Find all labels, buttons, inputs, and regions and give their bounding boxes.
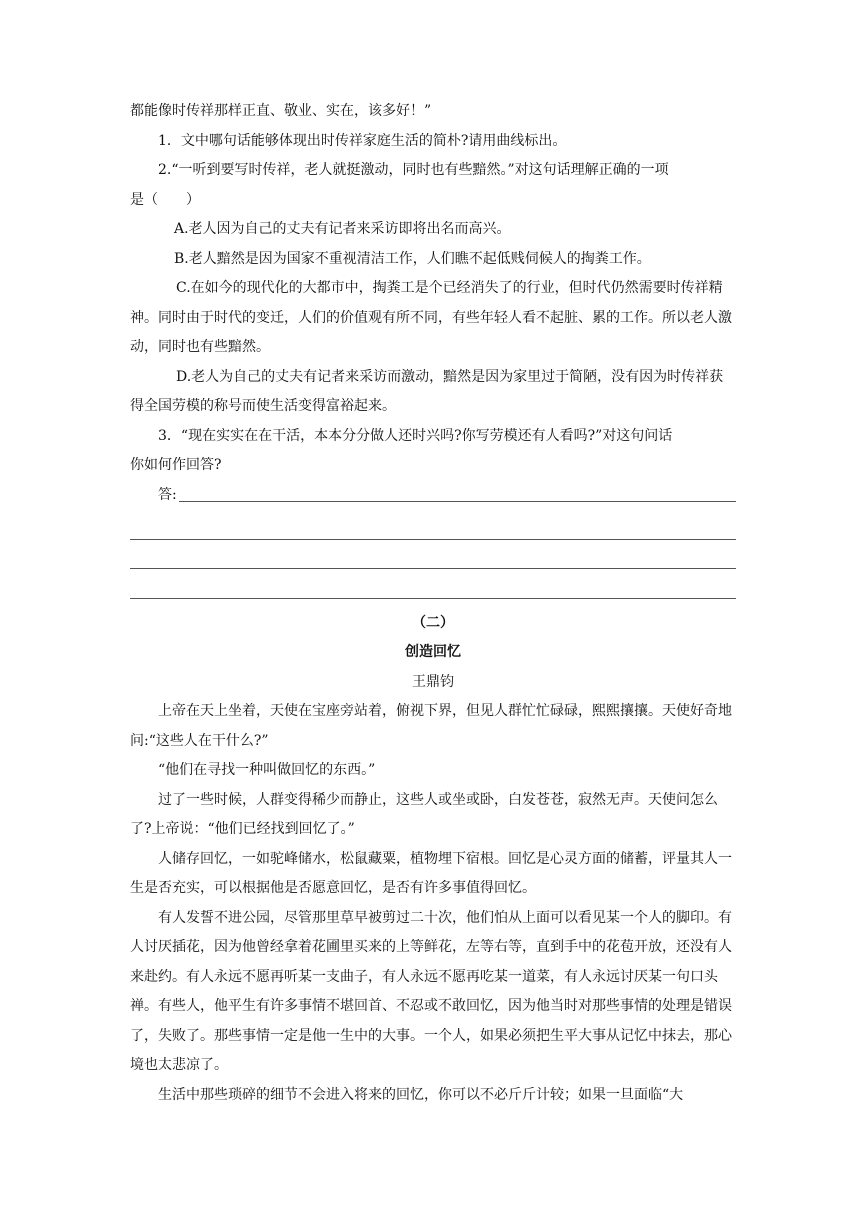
question-3-line1: 3．“现在实实在在干活，本本分分做人还时兴吗?你写劳模还有人看吗?”对这句问话 bbox=[158, 427, 673, 444]
paragraph: “他们在寻找一种叫做回忆的东西。” bbox=[158, 762, 376, 778]
document-page bbox=[130, 97, 736, 1110]
passage-author: 王鼎钧 bbox=[412, 673, 454, 690]
answer-area[interactable] bbox=[130, 481, 736, 511]
paragraph: 过了一些时候，人群变得稀少而静止，这些人或坐或卧，白发苍苍，寂然无声。天使问怎么了?上帝说：“他们已经找到回忆了。” bbox=[130, 791, 718, 837]
answer-line-4[interactable] bbox=[130, 569, 736, 599]
question-2-option-d: D.老人为自己的丈夫有记者来采访而激动，黯然是因为家里过于简陋，没有因为时传祥获得全国劳模的称号而使生活变得富裕起来。 bbox=[130, 368, 724, 414]
question-2-option-c: C.在如今的现代化的大都市中，掏粪工是个已经消失了的行业，但时代仍然需要时传祥精神。同时由于时代的变迁，人们的价值观有所不同，有些年轻人看不起脏、累的工作。所以老人激动，同时也有些黯然。 bbox=[130, 280, 732, 355]
question-2-stem-line1: 2.“一听到要写时传祥，老人就挺激动，同时也有些黯然。”对这句话理解正确的一项 bbox=[158, 162, 669, 178]
question-1: 1．文中哪句话能够体现出时传祥家庭生活的简朴?请用曲线标出。 bbox=[158, 132, 567, 149]
question-3-line2: 你如何作回答? bbox=[130, 457, 222, 473]
passage1-continuation: 都能像时传祥那样正直、敬业、实在，该多好！” bbox=[130, 103, 432, 119]
question-2-option-a: A.老人因为自己的丈夫有记者来采访即将出名而高兴。 bbox=[174, 221, 511, 237]
answer-line-3[interactable] bbox=[130, 540, 736, 570]
paragraph: 人储存回忆，一如驼峰储水，松鼠藏粟，植物埋下宿根。回忆是心灵方面的储蓄，评量其人一生是否充实，可以根据他是否愿意回忆，是否有许多事值得回忆。 bbox=[130, 850, 732, 896]
passage-title: 创造回忆 bbox=[405, 644, 461, 660]
answer-label: 答: bbox=[158, 486, 177, 503]
paragraph: 生活中那些琐碎的细节不会进入将来的回忆，你可以不必斤斤计较；如果一旦面临“大 bbox=[158, 1086, 684, 1103]
answer-line-2[interactable] bbox=[130, 510, 736, 540]
section-number: （二） bbox=[412, 614, 454, 631]
question-2-stem-line2: 是（ ） bbox=[130, 191, 200, 208]
paragraph: 有人发誓不进公园，尽管那里草早被剪过二十次，他们怕从上面可以看见某一个人的脚印。有人讨厌插花，因为他曾经拿着花圃里买来的上等鲜花，左等右等，直到手中的花苞开放，还没有人来赴约。有人永远不愿再听某一支曲子，有人永远不愿再吃某一道菜，有人永远讨厌某一句口头禅。有些人，他平生有许多事情不堪回首、不忍或不敢回忆，因为他当时对那些事情的处理是错误了，失败了。那些事情一定是他一生中的大事。一个人，如果必须把生平大事从记忆中抹去，那心境也太悲凉了。 bbox=[130, 909, 732, 1073]
answer-line-1[interactable] bbox=[179, 501, 736, 502]
question-2-option-b: B.老人黯然是因为国家不重视清洁工作，人们瞧不起低贱伺候人的掏粪工作。 bbox=[174, 250, 651, 267]
paragraph: 上帝在天上坐着，天使在宝座旁站着，俯视下界，但见人群忙忙碌碌，熙熙攘攘。天使好奇地问:“这些人在干什么?” bbox=[130, 703, 732, 749]
